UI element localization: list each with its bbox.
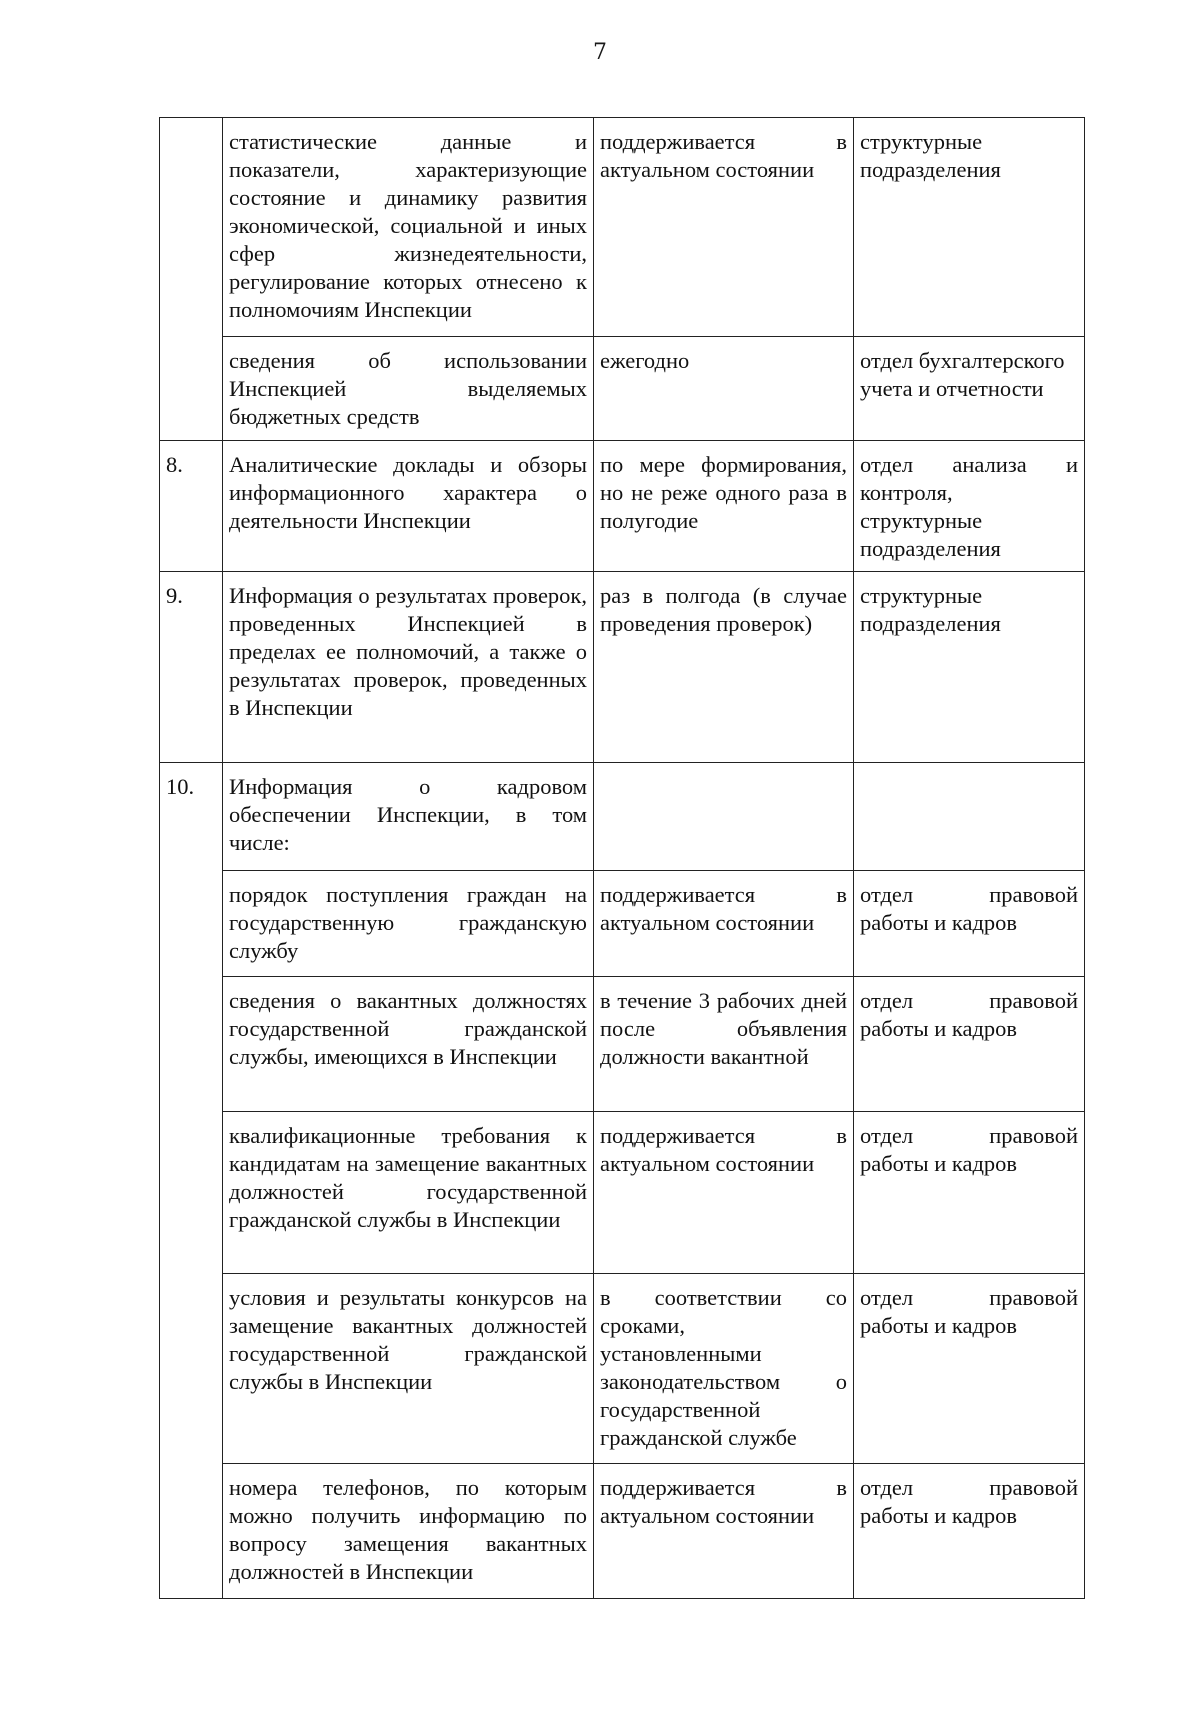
responsible-cell: отдел правовой работы и кадров (854, 977, 1085, 1112)
period-cell: в соответствии со сроками, установленными законодательством о государственной гражданской службе (594, 1274, 854, 1464)
responsible-cell: отдел правовой работы и кадров (854, 871, 1085, 977)
info-cell: номера телефонов, по которым можно получить информацию по вопросу замещения вакантных должностей в Инспекции (223, 1464, 594, 1599)
table-row (160, 118, 1085, 337)
responsible-cell: отдел бухгалтерского учета и отчетности (854, 337, 1085, 441)
info-cell: статистические данные и показатели, характеризующие состояние и динамику развития экономической, социальной и иных сфер жизнедеятельности, регулирование которых отнесено к полномочиям Инспекции (223, 118, 594, 337)
responsible-cell: структурные подразделения (854, 572, 1085, 763)
row-number: 10. (160, 763, 223, 1599)
info-cell: Информация о результатах проверок, проведенных Инспекцией в пределах ее полномочий, а также о результатах проверок, проведенных в Инспекции (223, 572, 594, 763)
info-cell: квалификационные требования к кандидатам на замещение вакантных должностей государственной гражданской службы в Инспекции (223, 1112, 594, 1274)
responsible-cell: отдел анализа и контроля, структурные подразделения (854, 441, 1085, 572)
page-number: 7 (593, 40, 607, 65)
info-cell: Информация о кадровом обеспечении Инспекции, в том числе: (223, 763, 594, 871)
row-number: 8. (160, 441, 223, 572)
responsible-cell (854, 763, 1085, 871)
period-cell: поддерживается в актуальном состоянии (594, 871, 854, 977)
table-row (160, 977, 1085, 1112)
table-row (160, 441, 1085, 572)
info-cell: Аналитические доклады и обзоры информационного характера о деятельности Инспекции (223, 441, 594, 572)
table-row (160, 1112, 1085, 1274)
period-cell: раз в полгода (в случае проведения проверок) (594, 572, 854, 763)
period-cell: поддерживается в актуальном состоянии (594, 1464, 854, 1599)
table-row (160, 572, 1085, 763)
table-row (160, 763, 1085, 871)
info-cell: условия и результаты конкурсов на замещение вакантных должностей государственной гражданской службы в Инспекции (223, 1274, 594, 1464)
table-row (160, 871, 1085, 977)
table-row (160, 1274, 1085, 1464)
period-cell: поддерживается в актуальном состоянии (594, 118, 854, 337)
responsible-cell: отдел правовой работы и кадров (854, 1274, 1085, 1464)
period-cell (594, 763, 854, 871)
info-cell: сведения о вакантных должностях государственной гражданской службы, имеющихся в Инспекции (223, 977, 594, 1112)
info-cell: сведения об использовании Инспекцией выделяемых бюджетных средств (223, 337, 594, 441)
table-row (160, 337, 1085, 441)
responsible-cell: структурные подразделения (854, 118, 1085, 337)
period-cell: поддерживается в актуальном состоянии (594, 1112, 854, 1274)
period-cell: ежегодно (594, 337, 854, 441)
row-number (160, 118, 223, 441)
period-cell: по мере формирования, но не реже одного раза в полугодие (594, 441, 854, 572)
info-table (159, 117, 1085, 1599)
row-number: 9. (160, 572, 223, 763)
responsible-cell: отдел правовой работы и кадров (854, 1464, 1085, 1599)
responsible-cell: отдел правовой работы и кадров (854, 1112, 1085, 1274)
info-cell: порядок поступления граждан на государственную гражданскую службу (223, 871, 594, 977)
period-cell: в течение 3 рабочих дней после объявления должности вакантной (594, 977, 854, 1112)
table-row (160, 1464, 1085, 1599)
